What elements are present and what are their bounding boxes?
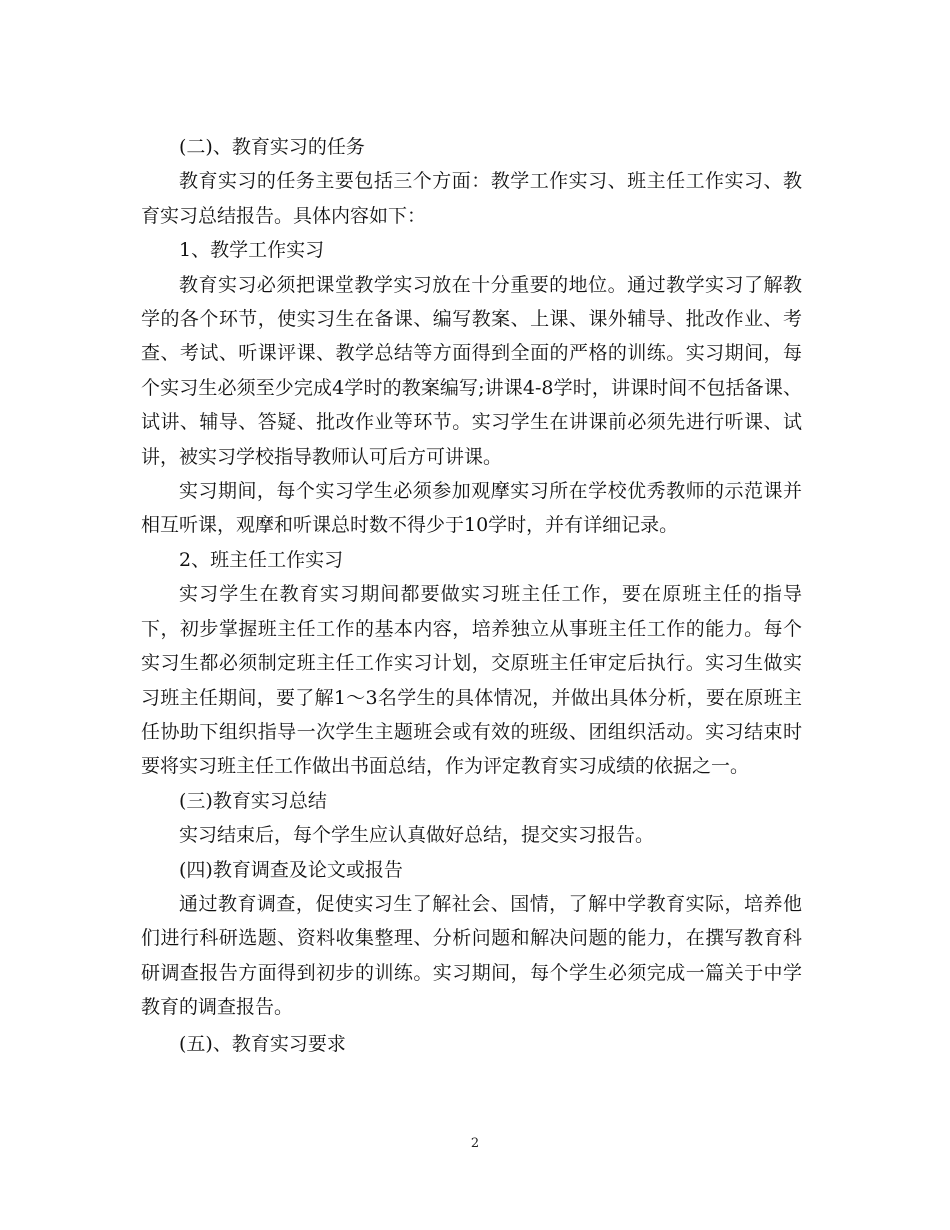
paragraph-summary: 实习结束后，每个学生应认真做好总结，提交实习报告。: [179, 824, 655, 847]
paragraph-class-teacher: 实习学生在教育实习期间都要做实习班主任工作，要在原班主任的指导下，初步掌握班主任工作的基本内容，培养独立从事班主任工作的能力。每个实习生都必须制定班主任工作实习计划，交原班主任审定后执行。实习生做实习班主任期间，要了解1～3名学生的具体情况，并做出具体分析，要在原班主任协助下组织指导一次学生主题班会或有效的班级、团组织活动。实习结束时要将实习班主任工作做出书面总结，作为评定教育实习成绩的依据之一。: [141, 583, 802, 778]
paragraph-survey: 通过教育调查，促使实习生了解社会、国情，了解中学教育实际，培养他们进行科研选题、资料收集整理、分析问题和解决问题的能力，在撰写教育科研调查报告方面得到初步的训练。实习期间，每个学生必须完成一篇关于中学教育的调查报告。: [141, 892, 802, 1019]
subheading-class-teacher: 2、班主任工作实习: [179, 548, 344, 571]
section-heading-requirements: (五)、教育实习要求: [179, 1032, 346, 1055]
paragraph-task-overview: 教育实习的任务主要包括三个方面：教学工作实习、班主任工作实习、教育实习总结报告。具体内容如下：: [141, 170, 802, 227]
paragraph-observation: 实习期间，每个实习学生必须参加观摩实习所在学校优秀教师的示范课并相互听课，观摩和听课总时数不得少于10学时，并有详细记录。: [141, 480, 802, 537]
document-body: [141, 130, 802, 1061]
paragraph-teaching-practice: 教育实习必须把课堂教学实习放在十分重要的地位。通过教学实习了解教学的各个环节，使实习生在备课、编写教案、上课、课外辅导、批改作业、考查、考试、听课评课、教学总结等方面得到全面的严格的训练。实习期间，每个实习生必须至少完成4学时的教案编写;讲课4-8学时，讲课时间不包括备课、试讲、辅导、答疑、批改作业等环节。实习学生在讲课前必须先进行听课、试讲，被实习学校指导教师认可后方可讲课。: [141, 273, 802, 468]
subheading-teaching-practice: 1、教学工作实习: [179, 239, 325, 262]
section-heading-task: (二)、教育实习的任务: [179, 136, 365, 158]
section-heading-survey: (四)教育调查及论文或报告: [179, 858, 403, 881]
page-number: 2: [470, 1136, 480, 1151]
section-heading-summary: (三)教育实习总结: [179, 789, 327, 812]
